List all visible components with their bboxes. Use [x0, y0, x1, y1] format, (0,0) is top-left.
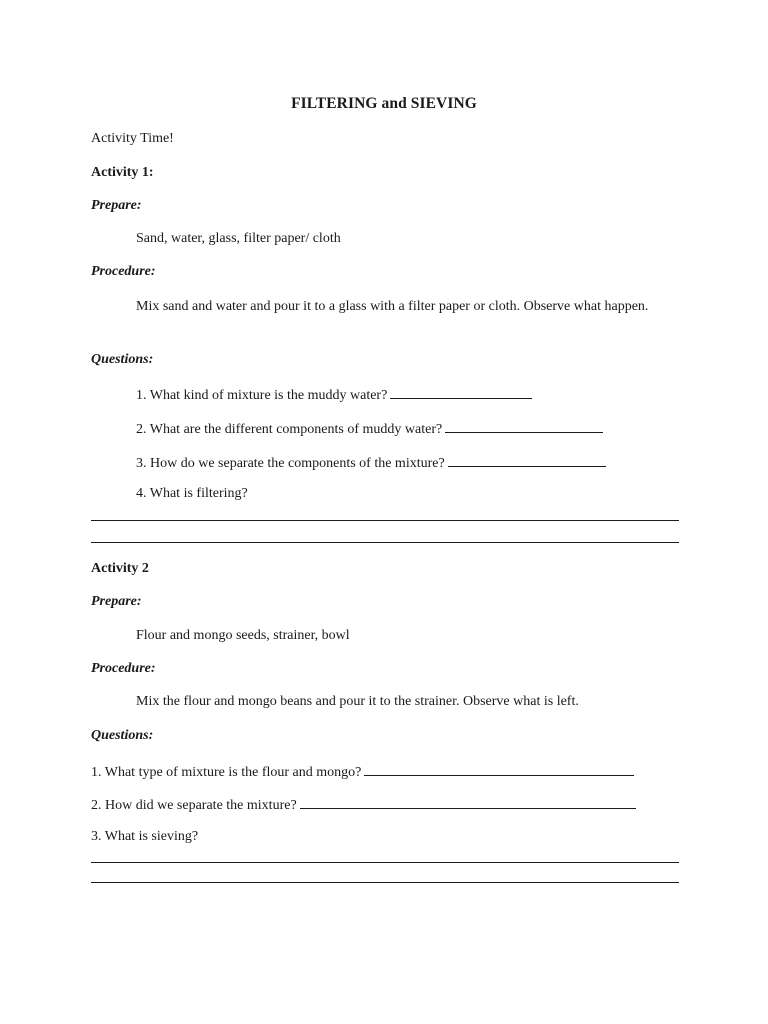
activity1-prepare-text: Sand, water, glass, filter paper/ cloth	[136, 231, 341, 246]
answer-blank[interactable]	[300, 794, 636, 809]
answer-blank[interactable]	[390, 384, 532, 399]
activity1-prepare-label: Prepare:	[91, 198, 142, 213]
question-text: 4. What is filtering?	[136, 486, 248, 501]
answer-line[interactable]	[91, 882, 679, 883]
question-text: 1. What type of mixture is the flour and mongo?	[91, 765, 362, 780]
activity1-question-4	[136, 485, 248, 503]
question-text: 2. What are the different components of muddy water?	[136, 422, 443, 437]
activity2-questions-label: Questions:	[91, 728, 154, 743]
activity1-question-3	[136, 452, 606, 473]
answer-blank[interactable]	[448, 452, 606, 467]
activity2-question-1	[91, 761, 634, 782]
activity2-prepare-text: Flour and mongo seeds, strainer, bowl	[136, 628, 350, 643]
answer-line[interactable]	[91, 520, 679, 521]
activity1-question-1	[136, 384, 532, 405]
activity2-prepare-label: Prepare:	[91, 594, 142, 609]
activity1-procedure-text: Mix sand and water and pour it to a glass with a filter paper or cloth. Observe what happen.	[136, 299, 649, 314]
answer-blank[interactable]	[364, 761, 634, 776]
activity1-questions-label: Questions:	[91, 352, 154, 367]
answer-line[interactable]	[91, 542, 679, 543]
page-title: FILTERING and SIEVING	[291, 95, 477, 112]
activity2-question-2	[91, 794, 636, 815]
question-text: 3. What is sieving?	[91, 829, 199, 844]
answer-blank[interactable]	[445, 418, 603, 433]
activity2-procedure-text: Mix the flour and mongo beans and pour it to the strainer. Observe what is left.	[136, 694, 579, 709]
question-text: 1. What kind of mixture is the muddy water?	[136, 388, 388, 403]
activity1-heading: Activity 1:	[91, 165, 154, 180]
activity2-procedure-label: Procedure:	[91, 661, 156, 676]
activity2-question-3	[91, 828, 198, 846]
question-text: 2. How did we separate the mixture?	[91, 798, 297, 813]
intro-text: Activity Time!	[91, 131, 174, 146]
activity1-question-2	[136, 418, 603, 439]
activity2-heading: Activity 2	[91, 561, 149, 576]
question-text: 3. How do we separate the components of the mixture?	[136, 456, 445, 471]
activity1-procedure-label: Procedure:	[91, 264, 156, 279]
answer-line[interactable]	[91, 862, 679, 863]
